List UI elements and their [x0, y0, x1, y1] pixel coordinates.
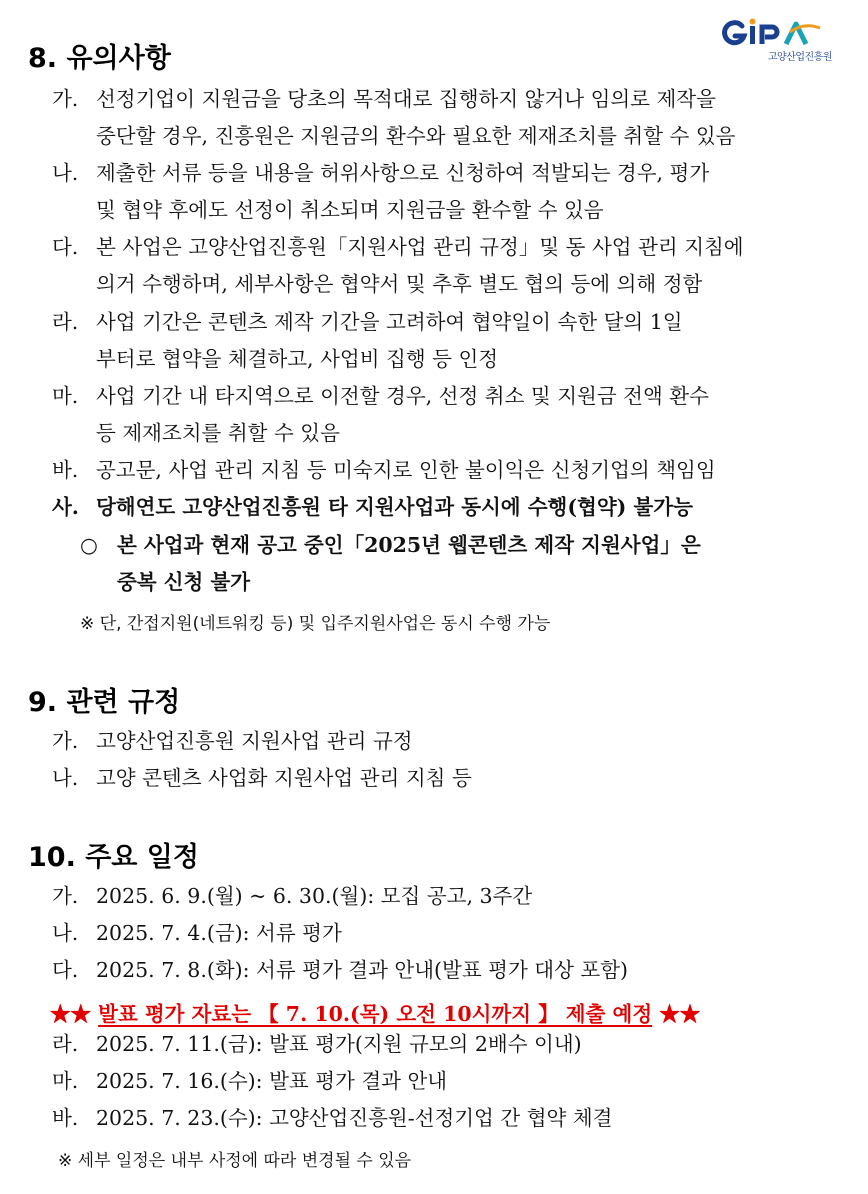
item-text: 및 협약 후에도 선정이 취소되며 지원금을 환수할 수 있음	[96, 198, 604, 222]
item-text: 의거 수행하며, 세부사항은 협약서 및 추후 별도 협의 등에 의해 정함	[96, 272, 703, 296]
sub-item-text: 중복 신청 불가	[117, 570, 251, 594]
item-text: 공고문, 사업 관리 지침 등 미숙지로 인한 불이익은 신청기업의 책임임	[96, 458, 716, 482]
star-icon-right: ★★	[659, 1002, 701, 1026]
deadline-text: 발표 평가 자료는 【 7. 10.(목) 오전 10시까지 】 제출 예정	[98, 1002, 653, 1026]
star-icon-left: ★★	[50, 1002, 91, 1026]
item-text: 사업 기간 내 타지역으로 이전할 경우, 선정 취소 및 지원금 전액 환수	[96, 384, 709, 408]
item-marker: 다.	[52, 235, 79, 259]
circle-marker: ○	[80, 533, 98, 557]
item-marker: 나.	[52, 766, 79, 790]
item-text: 당해연도 고양산업진흥원 타 지원사업과 동시에 수행(협약) 불가능	[96, 495, 693, 519]
logo-org-name: 고양산업진흥원	[767, 52, 832, 63]
item-marker: 나.	[52, 161, 79, 185]
item-text: 선정기업이 지원금을 당초의 목적대로 집행하지 않거나 임의로 제작을	[96, 87, 716, 111]
item-text: 제출한 서류 등을 내용을 허위사항으로 신청하여 적발되는 경우, 평가	[96, 161, 710, 185]
item-marker: 마.	[52, 1069, 79, 1093]
item-marker: 가.	[52, 87, 79, 111]
deadline-highlight	[50, 997, 700, 1027]
item-text: 2025. 6. 9.(월) ~ 6. 30.(월): 모집 공고, 3주간	[96, 884, 533, 908]
section-10-note: ※ 세부 일정은 내부 사정에 따라 변경될 수 있음	[58, 1151, 412, 1171]
item-marker: 바.	[52, 458, 79, 482]
item-marker: 라.	[52, 1032, 79, 1056]
item-text: 고양 콘텐츠 사업화 지원사업 관리 지침 등	[96, 766, 472, 790]
item-text: 2025. 7. 16.(수): 발표 평가 결과 안내	[96, 1069, 448, 1093]
sub-item-text: 본 사업과 현재 공고 중인「2025년 웹콘텐츠 제작 지원사업」은	[117, 533, 701, 557]
gipa-logo	[720, 18, 832, 62]
item-marker: 라.	[52, 310, 79, 334]
item-text: 2025. 7. 11.(금): 발표 평가(지원 규모의 2배수 이내)	[96, 1032, 582, 1056]
item-text: 2025. 7. 8.(화): 서류 평가 결과 안내(발표 평가 대상 포함)	[96, 958, 629, 982]
item-marker: 사.	[52, 495, 79, 519]
section-8-note: ※ 단, 간접지원(네트워킹 등) 및 입주지원사업은 동시 수행 가능	[80, 614, 551, 634]
item-text: 고양산업진흥원 지원사업 관리 규정	[96, 729, 413, 753]
item-text: 2025. 7. 23.(수): 고양산업진흥원-선정기업 간 협약 체결	[96, 1106, 613, 1130]
item-text: 본 사업은 고양산업진흥원「지원사업 관리 규정」및 동 사업 관리 지침에	[96, 235, 744, 259]
item-marker: 나.	[52, 921, 79, 945]
item-text: 2025. 7. 4.(금): 서류 평가	[96, 921, 342, 945]
item-marker: 마.	[52, 384, 79, 408]
item-marker: 다.	[52, 958, 79, 982]
gipa-logo-mark	[720, 18, 832, 48]
section-10-heading: 10. 주요 일정	[28, 842, 199, 873]
item-marker: 바.	[52, 1106, 79, 1130]
item-marker: 가.	[52, 729, 79, 753]
item-text: 등 제재조치를 취할 수 있음	[96, 421, 340, 445]
section-8-heading: 8. 유의사항	[28, 43, 171, 74]
item-text: 사업 기간은 콘텐츠 제작 기간을 고려하여 협약일이 속한 달의 1일	[96, 310, 683, 334]
item-text: 부터로 협약을 체결하고, 사업비 집행 등 인정	[96, 347, 499, 371]
item-text: 중단할 경우, 진흥원은 지원금의 환수와 필요한 제재조치를 취할 수 있음	[96, 124, 736, 148]
item-marker: 가.	[52, 884, 79, 908]
section-9-heading: 9. 관련 규정	[28, 687, 181, 718]
